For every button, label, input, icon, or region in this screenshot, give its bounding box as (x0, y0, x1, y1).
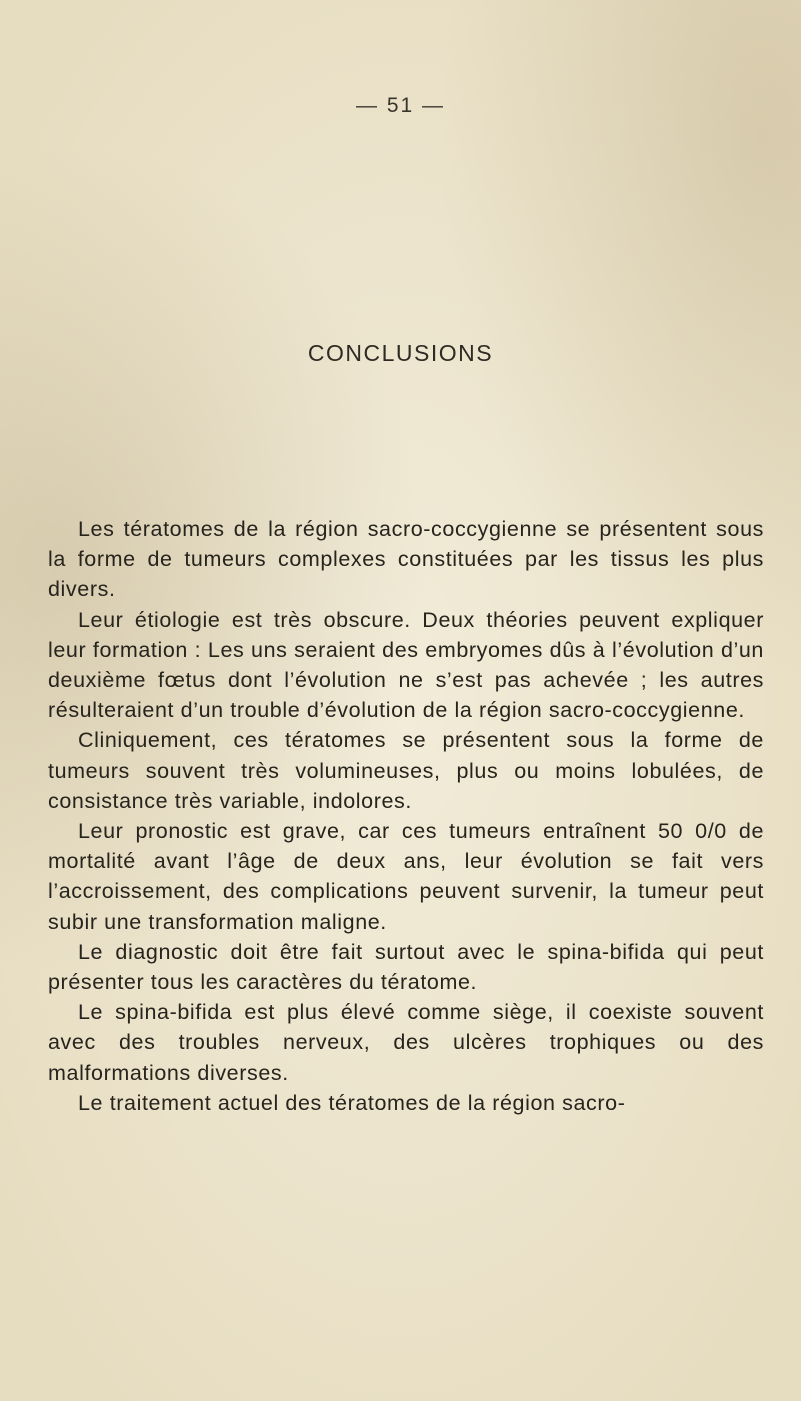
paragraph: Leur pronostic est grave, car ces tumeurs entraînent 50 0/0 de mortalité avant l’âge de deux ans, leur évolution se fait vers l’accroissement, des complications peuvent survenir, la tumeur peut subir une transformation maligne. (48, 819, 764, 934)
paragraph: Cliniquement, ces tératomes se présentent sous la forme de tumeurs souvent très volumineuses, plus ou moins lobulées, de consistance très variable, indolores. (48, 728, 764, 813)
paragraph: Le traitement actuel des tératomes de la région sacro- (78, 1090, 626, 1115)
body-text (48, 514, 764, 1118)
paragraph: Le diagnostic doit être fait surtout avec le spina-bifida qui peut présenter tous les caractères du tératome. (48, 939, 764, 995)
page-number: — 51 — (355, 94, 446, 117)
section-heading: CONCLUSIONS (307, 340, 494, 366)
paragraph: Leur étiologie est très obscure. Deux théories peuvent expliquer leur formation : Les uns seraient des embryomes dûs à l’évolution d’un deuxième fœtus dont l’évolution ne s’est pas achevée ; les autres résulteraient d’un trouble d’évolution de la région sacro-coccygienne. (48, 607, 764, 723)
paragraph: Le spina-bifida est plus élevé comme siège, il coexiste souvent avec des troubles nerveux, des ulcères trophiques ou des malformations diverses. (48, 1000, 764, 1085)
paragraph: Les tératomes de la région sacro-coccygienne se présentent sous la forme de tumeurs complexes constituées par les tissus les plus divers. (48, 517, 764, 602)
